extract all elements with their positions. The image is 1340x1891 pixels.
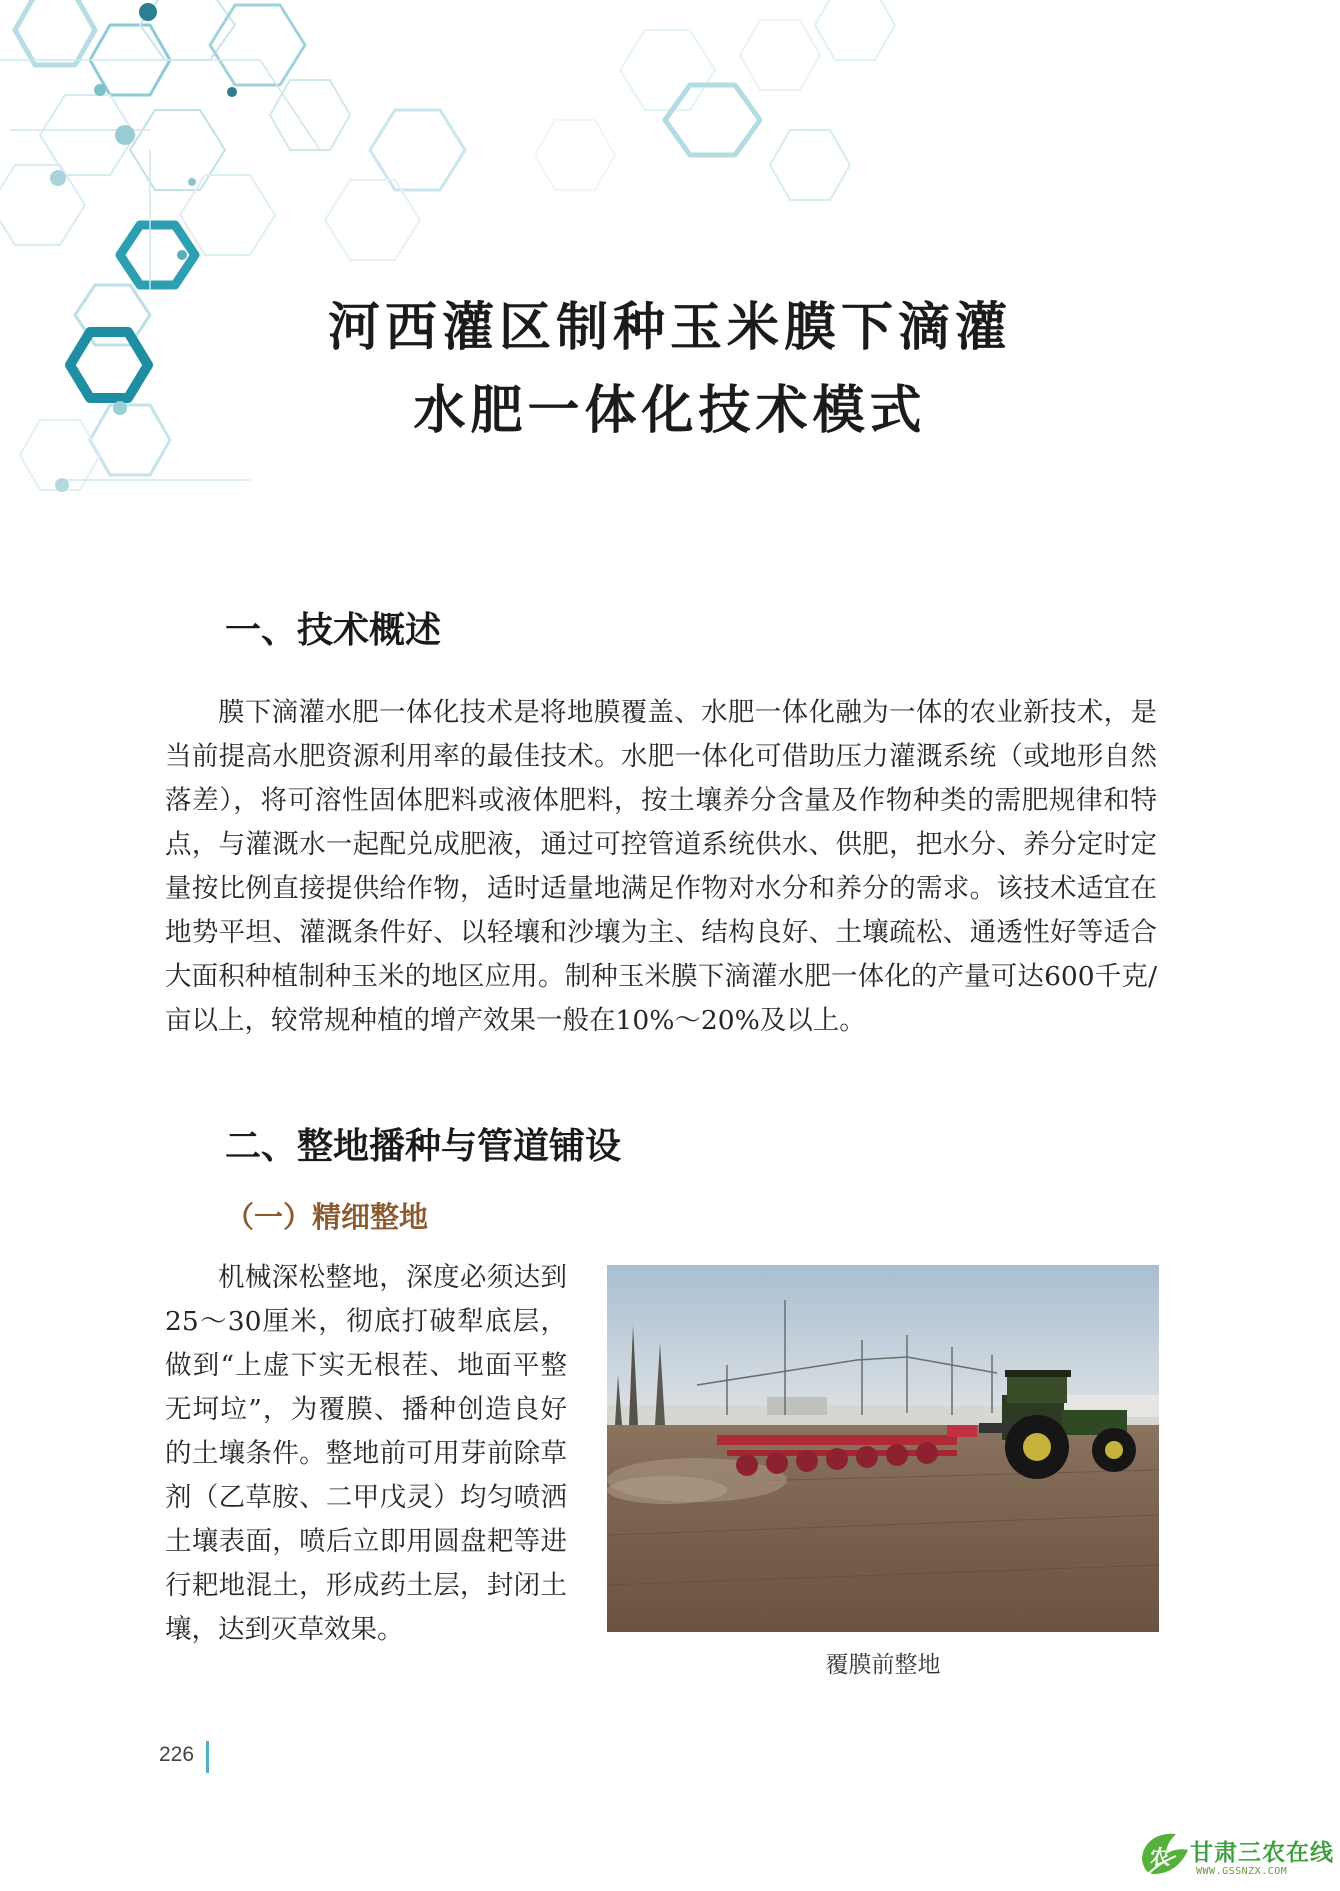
- subsection-paragraph: 机械深松整地，深度必须达到25～30厘米，彻底打破犁底层，做到“上虚下实无根茬、地面平整无坷垃”，为覆膜、播种创造良好的土壤条件。整地前可用芽前除草剂（乙草胺、二甲戊灵）均匀喷洒土壤表面，喷后立即用圆盘耙等进行耙地混土，形成药土层，封闭土壤，达到灭草效果。: [165, 1262, 567, 1645]
- section-1-heading: 一、技术概述: [225, 610, 442, 651]
- watermark-logo-char: 农: [1150, 1845, 1170, 1869]
- page-number: 226: [159, 1743, 195, 1766]
- site-watermark: [1136, 1830, 1332, 1886]
- watermark-url[interactable]: WWW.GSSNZX.COM: [1196, 1866, 1288, 1877]
- leaf-logo-icon: [1136, 1830, 1194, 1886]
- subsection-heading: （一）精细整地: [225, 1200, 429, 1234]
- figure-caption: 覆膜前整地: [825, 1652, 941, 1678]
- page-title-line-2: 水肥一体化技术模式: [413, 381, 927, 441]
- section-1-paragraph: 膜下滴灌水肥一体化技术是将地膜覆盖、水肥一体化融为一体的农业新技术，是当前提高水肥资源利用率的最佳技术。水肥一体化可借助压力灌溉系统（或地形自然落差），将可溶性固体肥料或液体肥料，按土壤养分含量及作物种类的需肥规律和特点，与灌溉水一起配兑成肥液，通过可控管道系统供水、供肥，把水分、养分定时定量按比例直接提供给作物，适时适量地满足作物对水分和养分的需求。该技术适宜在地势平坦、灌溉条件好、以轻壤和沙壤为主、结构良好、土壤疏松、通透性好等适合大面积种植制种玉米的地区应用。制种玉米膜下滴灌水肥一体化的产量可达600千克/亩以上，较常规种植的增产效果一般在10%～20%及以上。: [165, 697, 1157, 1036]
- field-tractor-photo: [607, 1265, 1159, 1632]
- page-title-line-1: 河西灌区制种玉米膜下滴灌: [327, 298, 1012, 358]
- section-2-heading: 二、整地播种与管道铺设: [225, 1126, 622, 1167]
- watermark-site-name: 甘肃三农在线: [1190, 1840, 1334, 1866]
- page-number-accent-bar: [206, 1741, 209, 1773]
